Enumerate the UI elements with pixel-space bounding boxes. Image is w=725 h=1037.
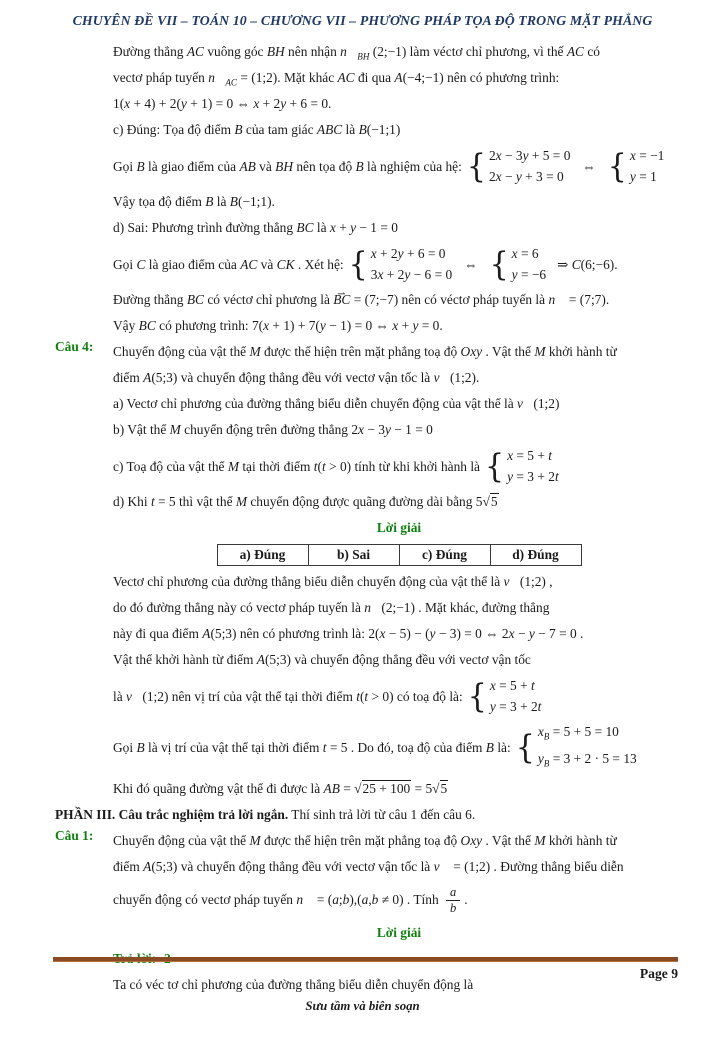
iff-symbol: ⇔ <box>464 256 478 272</box>
equation-system-line <box>113 719 685 776</box>
brace-symbol: { <box>466 147 486 185</box>
brace-symbol: { <box>515 728 535 767</box>
question-line-with-fraction <box>113 880 685 920</box>
table-cell-b: b) Sai <box>308 545 399 566</box>
conclusion-line: Vậy tọa độ điểm B là B(−1;1). <box>113 194 275 209</box>
equation: y = 3 + 2t <box>507 469 559 484</box>
brace-symbol: { <box>607 147 627 185</box>
table-cell-a: a) Đúng <box>217 545 308 566</box>
equation: x + 2y + 6 = 0 <box>370 246 446 261</box>
equation-system <box>349 244 453 284</box>
equation: $y_B = 3 + 2 \cdot 5 = 13$ <box>537 750 637 769</box>
equation: 2x − 3y + 5 = 0 <box>488 148 571 163</box>
system-prefix: Gọi B là giao điểm của AB và BH nên tọa độ B là nghiệm của hệ: <box>113 158 462 174</box>
equation: y = −6 <box>511 267 547 282</box>
fraction-denominator: b <box>450 900 457 915</box>
option-d-line: d) Khi t = 5 thì vật thể M chuyển động được quãng đường dài bằng 5√5 <box>113 494 498 509</box>
equation-line: 1(x + 4) + 2(y + 1) = 0 ⇔ x + 2y + 6 = 0. <box>113 96 332 111</box>
system-prefix: Gọi B là vị trí của vật thể tại thời điểm t = 5 . Do đó, toạ độ của điểm B là: <box>113 740 511 756</box>
question-4 <box>55 339 685 391</box>
fraction-a-over-b <box>446 885 460 915</box>
question-1 <box>55 828 685 920</box>
question-4-label: Câu 4: <box>55 339 94 354</box>
footer-divider <box>53 957 678 962</box>
solution-line: do đó đường thẳng này có vectơ pháp tuyến là n⃗(2;−1) . Mặt khác, đường thẳng <box>113 600 550 615</box>
brace-symbol: { <box>485 447 505 485</box>
table-cell-d: d) Đúng <box>490 545 581 566</box>
answer-table <box>217 544 582 566</box>
system-suffix: ⇒ C(6;−6). <box>557 256 618 272</box>
system-prefix: là v⃗(1;2) nên vị trí của vật thể tại thời điểm t(t > 0) có toạ độ là: <box>113 688 463 704</box>
answer-line: Trả lời: -2 <box>113 951 171 967</box>
footer-credit: Sưu tầm và biên soạn <box>305 999 420 1013</box>
equation: 2x − y + 3 = 0 <box>488 169 564 184</box>
statement-c-line: c) Đúng: Tọa độ điểm B của tam giác ABC là B(−1;1) <box>113 122 401 137</box>
question-line: điểm A(5;3) và chuyển động thẳng đều với vectơ vận tốc là v⃗ = (1;2) . Đường thẳng biểu diễn <box>113 859 624 875</box>
part3-heading-rest: Thí sinh trả lời từ câu 1 đến câu 6. <box>288 807 476 823</box>
solution-title: Lời giải <box>376 925 422 941</box>
brace-symbol: { <box>489 245 509 283</box>
part3-heading-bold: PHẦN III. Câu trắc nghiệm trả lời ngắn. <box>55 807 289 823</box>
paragraph-line: Đường thẳng AC vuông góc BH nên nhận $n⃗_{BH}$ (2;−1) làm véctơ chỉ phương, vì thế AC có <box>113 44 600 62</box>
equation-system-line <box>113 241 685 287</box>
solution-line: Khi đó quãng đường vật thể đi được là AB = √25 + 100 = 5√5 <box>113 781 448 797</box>
solution-line: Vật thể khởi hành từ điểm A(5;3) và chuyển động thẳng đều với vectơ vận tốc <box>113 652 531 667</box>
brace-symbol: { <box>467 677 487 715</box>
equation-system-line <box>113 443 685 489</box>
fraction-numerator: a <box>450 885 457 900</box>
table-row <box>217 545 581 566</box>
equation-system <box>516 722 637 773</box>
solution-line: này đi qua điểm A(5;3) nên có phương trình là: 2(x − 5) − (y − 3) = 0 ⇔ 2x − y − 7 = 0 . <box>113 626 584 641</box>
part3-heading <box>55 802 685 828</box>
equation-system <box>467 146 571 186</box>
option-b-line: b) Vật thể M chuyển động trên đường thẳng 2x − 3y − 1 = 0 <box>113 422 433 437</box>
equation: x = 5 + t <box>489 678 535 693</box>
equation: $x_B = 5 + 5 = 10$ <box>537 724 619 742</box>
statement-d-line: d) Sai: Phương trình đường thẳng BC là x + y − 1 = 0 <box>113 220 398 235</box>
solution-line: Ta có véc tơ chỉ phương của đường thẳng biểu diễn chuyển động là <box>113 977 474 993</box>
paragraph-line: vectơ pháp tuyến $n⃗_{AC}$ = (1;2). Mặt khác AC đi qua A(−4;−1) nên có phương trình: <box>113 70 560 88</box>
solution-title: Lời giải <box>376 520 422 535</box>
equation: x = 5 + t <box>507 448 552 463</box>
table-cell-c: c) Đúng <box>399 545 490 566</box>
iff-symbol: ⇔ <box>582 158 596 174</box>
question-line: điểm A(5;3) và chuyển động thẳng đều với vectơ vận tốc là v⃗(1;2). <box>113 370 480 385</box>
equation-system <box>490 244 547 284</box>
equation-system <box>485 446 559 486</box>
page-number: Page 9 <box>639 966 678 981</box>
solution-line: Vectơ chỉ phương của đường thẳng biểu diễn chuyển động của vật thể là v⃗(1;2) , <box>113 574 553 589</box>
system-prefix: c) Toạ độ của vật thể M tại thời điểm t(t > 0) tính từ khi khởi hành là <box>113 458 480 474</box>
question-line-suffix: . <box>464 892 468 908</box>
equation: x = 6 <box>511 246 539 261</box>
paragraph-line: Đường thẳng BC có véctơ chỉ phương là BC ⇀ = (7;−7) nên có véctơ pháp tuyến là n⃗ = (7;7). <box>113 287 685 313</box>
equation-system <box>608 146 665 186</box>
question-line-prefix: chuyển động có vectơ pháp tuyến n⃗ = (a;b),(a,b ≠ 0) . Tính <box>113 892 443 908</box>
system-prefix: Gọi C là giao điểm của AC và CK . Xét hệ: <box>113 256 344 272</box>
brace-symbol: { <box>348 245 368 283</box>
document-page <box>0 13 725 1037</box>
equation: 3x + 2y − 6 = 0 <box>370 267 453 282</box>
option-a-line: a) Vectơ chỉ phương của đường thẳng biểu diễn chuyển động của vật thể là v⃗(1;2) <box>113 396 560 411</box>
equation-system-line <box>113 143 685 189</box>
question-1-label: Câu 1: <box>55 828 94 844</box>
document-body <box>55 39 685 998</box>
equation: x = −1 <box>629 148 665 163</box>
page-title: CHUYÊN ĐỀ VII – TOÁN 10 – CHƯƠNG VII – PHƯƠNG PHÁP TỌA ĐỘ TRONG MẶT PHẲNG <box>72 13 653 28</box>
question-line: Chuyển động của vật thể M được thể hiện trên mặt phẳng toạ độ Oxy . Vật thể M khởi hành từ <box>113 344 617 359</box>
equation-system <box>468 676 542 716</box>
equation-line: Vậy BC có phương trình: 7(x + 1) + 7(y − 1) = 0 ⇔ x + y = 0. <box>113 318 443 333</box>
equation-system-line <box>113 673 685 719</box>
equation: y = 3 + 2t <box>489 699 542 714</box>
equation: y = 1 <box>629 169 657 184</box>
question-line: Chuyển động của vật thể M được thể hiện trên mặt phẳng toạ độ Oxy . Vật thể M khởi hành từ <box>113 833 617 849</box>
